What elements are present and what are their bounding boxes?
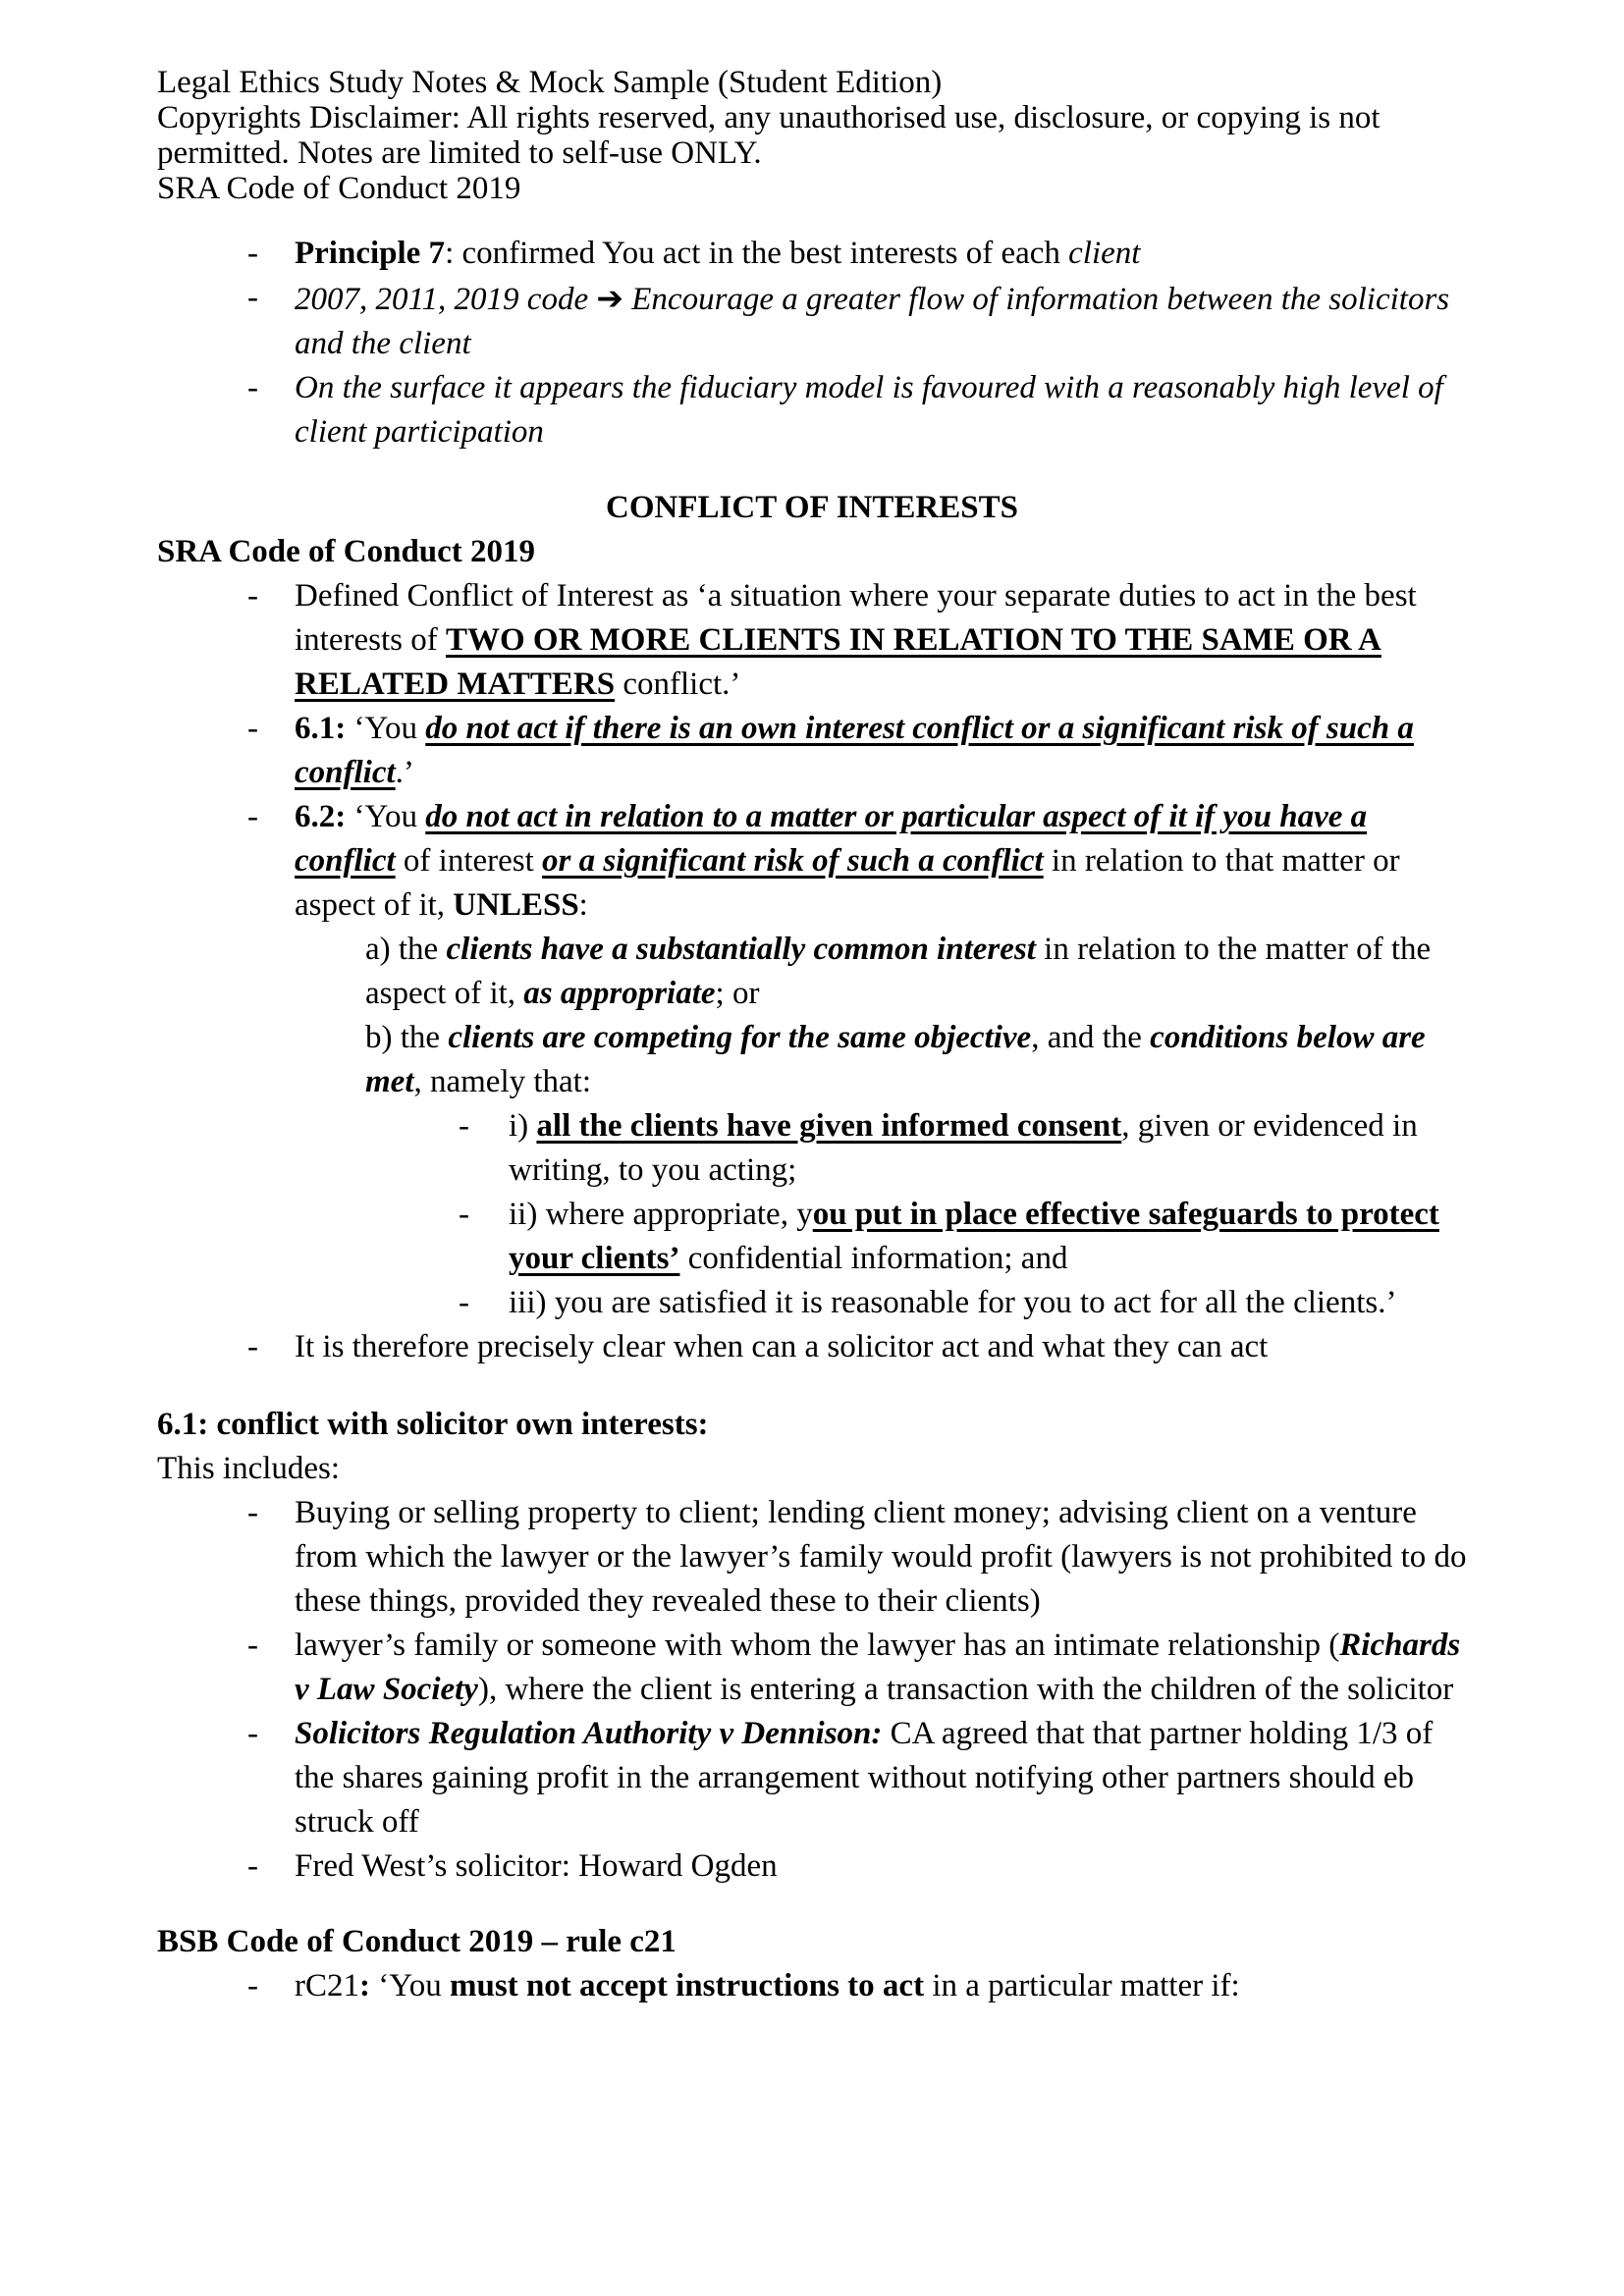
- right-arrow-icon: ➔: [596, 279, 624, 317]
- principle-7-label: Principle 7: [295, 236, 446, 271]
- text-run: in relation to the matter of the aspect of it,: [365, 932, 1432, 1011]
- text-run: conflict.’: [615, 667, 741, 702]
- doc-subtitle: SRA Code of Conduct 2019: [157, 171, 521, 206]
- own-interest-list: [157, 1491, 1467, 1889]
- text-run: Buying or selling property to client; lending client money; advising client on a venture from which the lawyer or the lawyer’s family would profit (lawyers is not prohibited to do these things, provided they revealed these to their clients): [295, 1495, 1467, 1619]
- rule-number: 6.1:: [295, 711, 347, 746]
- rule-number: rC21: [295, 1968, 359, 2003]
- doc-title: Legal Ethics Study Notes & Mock Sample (Student Edition): [157, 65, 943, 100]
- list-item-defined: [157, 574, 1467, 707]
- list-item-fred-west: [157, 1844, 1467, 1889]
- bullet-dash: -: [247, 1628, 258, 1663]
- bullet-dash: -: [247, 799, 258, 834]
- bullet-dash: -: [247, 370, 258, 405]
- text-run: Encourage a greater flow of information between the solicitors and the client: [295, 282, 1450, 361]
- bullet-dash: -: [459, 1197, 469, 1232]
- text-run: ‘You: [346, 711, 426, 746]
- list-item-family: [157, 1624, 1467, 1712]
- section-heading-own-interests: 6.1: conflict with solicitor own interests:: [157, 1407, 709, 1442]
- list-item-conclusion: [157, 1325, 1467, 1369]
- text-run: TWO OR MORE CLIENTS IN RELATION TO THE SAME OR A RELATED MATTERS: [295, 622, 1381, 702]
- text-run: all the clients have given informed consent: [536, 1108, 1122, 1144]
- text-run: , namely that:: [413, 1064, 592, 1099]
- rule-number: 6.2:: [295, 799, 347, 834]
- text-run: ii) where appropriate, y: [509, 1197, 813, 1232]
- bullet-dash: -: [247, 1495, 258, 1530]
- text-run: iii) you are satisfied it is reasonable for you to act for all the clients.’: [509, 1285, 1397, 1320]
- sra-code-heading: SRA Code of Conduct 2019: [157, 534, 536, 569]
- bullet-dash: -: [459, 1285, 469, 1320]
- text-run: of interest: [395, 843, 543, 879]
- bullet-dash: -: [247, 1329, 258, 1364]
- condition-iii: [157, 1281, 1467, 1325]
- bullet-dash: -: [247, 1716, 258, 1751]
- text-run: i): [509, 1108, 537, 1144]
- text-run: It is therefore precisely clear when can a solicitor act and what they can act: [295, 1329, 1269, 1364]
- text-run: clients are competing for the same objective: [448, 1020, 1032, 1055]
- text-run: ou put in place effective safeguards to protect your clients’: [509, 1197, 1439, 1276]
- text-run: confidential information; and: [679, 1241, 1068, 1276]
- text-run: Defined Conflict of Interest as ‘a situation where your separate duties to act in the best interests of: [295, 578, 1417, 658]
- text-run: :: [359, 1968, 370, 2003]
- text-run: conditions below are met: [365, 1020, 1426, 1099]
- text-run: Fred West’s solicitor: Howard Ogden: [295, 1848, 778, 1884]
- sub-clause-b: [157, 1016, 1467, 1104]
- bullet-dash: -: [247, 711, 258, 746]
- text-run: .’: [395, 755, 414, 790]
- list-item-rule-6-1: [157, 707, 1467, 795]
- list-item-codes: [157, 276, 1467, 366]
- text-run: 2007, 2011, 2019 code: [295, 282, 597, 317]
- sub-clause-a: [157, 928, 1467, 1016]
- list-item-rc21: [157, 1964, 1467, 2008]
- text-run: must not accept instructions to act: [450, 1968, 925, 2003]
- text-run: ‘You: [370, 1968, 451, 2003]
- text-run: ; or: [715, 976, 760, 1011]
- conflict-list: [157, 574, 1467, 1369]
- text-run: in relation to that matter or aspect of it,: [295, 843, 1400, 923]
- section-heading-bsb: BSB Code of Conduct 2019 – rule c21: [157, 1924, 677, 1959]
- list-item-buying: [157, 1491, 1467, 1624]
- list-item-principle7: [157, 232, 1467, 276]
- bullet-dash: -: [247, 236, 258, 271]
- text-run: , and the: [1031, 1020, 1151, 1055]
- text-run: ), where the client is entering a transaction with the children of the solicitor: [477, 1672, 1454, 1707]
- text-run: b) the: [365, 1020, 449, 1055]
- intro-list: [157, 232, 1467, 454]
- case-name: Richards v Law Society: [295, 1628, 1461, 1707]
- bullet-dash: -: [459, 1108, 469, 1144]
- bullet-dash: -: [247, 1848, 258, 1884]
- text-run: ‘You: [346, 799, 426, 834]
- text-run: do not act in relation to a matter or particular aspect of it if you have a conflict: [295, 799, 1368, 879]
- text-run: On the surface it appears the fiduciary model is favoured with a reasonably high level of client participation: [295, 370, 1443, 450]
- text-run: lawyer’s family or someone with whom the lawyer has an intimate relationship (: [295, 1628, 1340, 1663]
- condition-ii: [157, 1193, 1467, 1281]
- bullet-dash: -: [247, 1968, 258, 2003]
- bullet-dash: -: [247, 280, 258, 315]
- list-item-fiduciary: [157, 366, 1467, 454]
- text-run: : confirmed You act in the best interests of each: [445, 236, 1069, 271]
- text-run: as appropriate: [523, 976, 716, 1011]
- text-run: a) the: [365, 932, 447, 967]
- list-item-dennison: [157, 1712, 1467, 1844]
- bullet-dash: -: [247, 578, 258, 614]
- text-run: , given or evidenced in writing, to you acting;: [509, 1108, 1418, 1188]
- text-run: or a significant risk of such a conflict: [542, 843, 1044, 879]
- text-run: client: [1068, 236, 1141, 271]
- this-includes-label: This includes:: [157, 1451, 341, 1486]
- condition-i: [157, 1104, 1467, 1193]
- text-run: in a particular matter if:: [924, 1968, 1240, 2003]
- text-run: :: [578, 887, 588, 923]
- text-run: do not act if there is an own interest conflict or a significant risk of such a conflict: [295, 711, 1414, 790]
- text-run: CA agreed that that partner holding 1/3 of the shares gaining profit in the arrangement without notifying other partners should eb struck off: [295, 1716, 1434, 1840]
- list-item-rule-6-2: [157, 795, 1467, 928]
- copyright-disclaimer: Copyrights Disclaimer: All rights reserved, any unauthorised use, disclosure, or copying is not permitted. Notes are limited to self-use ONLY.: [157, 100, 1380, 171]
- text-run: clients have a substantially common interest: [446, 932, 1036, 967]
- bsb-list: [157, 1964, 1467, 2008]
- case-name: Solicitors Regulation Authority v Dennison:: [295, 1716, 883, 1751]
- section-title-conflict-of-interests: CONFLICT OF INTERESTS: [606, 490, 1018, 525]
- text-run: UNLESS: [453, 887, 579, 923]
